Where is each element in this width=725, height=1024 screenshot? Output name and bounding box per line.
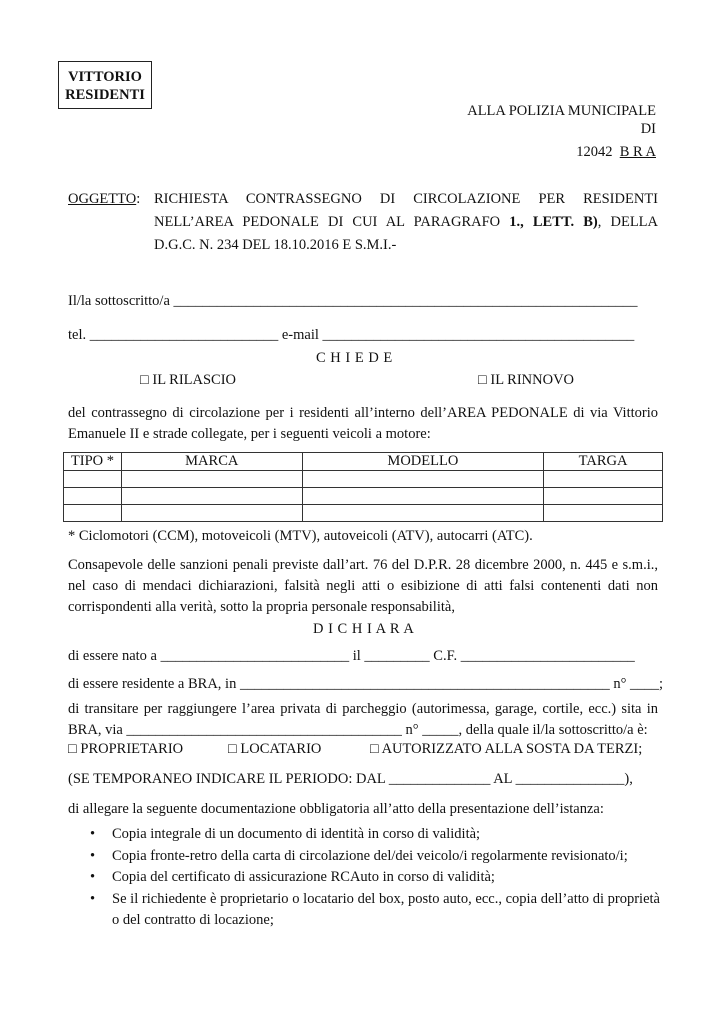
birth-field[interactable]: di essere nato a __________________________ il _________ C.F. ________________________: [68, 648, 635, 664]
bullet-icon: •: [90, 890, 96, 907]
bullet-icon: •: [90, 869, 96, 885]
consapevole-paragraph: Consapevole delle sanzioni penali previste dall’art. 76 del D.P.R. 28 dicembre 2000, n. 445 e s.m.i., nel caso di mendaci dichiarazioni, falsità negli atti o esibizione di atti falsi contenenti dati non corrispondenti alla verità, sotto la propria personale responsabilità,: [68, 557, 658, 615]
cell-modello[interactable]: [302, 505, 544, 522]
table-row: [64, 471, 663, 488]
vittorio-residenti-box: [58, 61, 152, 109]
intro-paragraph: del contrassegno di circolazione per i residenti all’interno dell’AREA PEDONALE di via Vittorio Emanuele II e strade collegate, per i seguenti veicoli a motore:: [68, 405, 658, 442]
col-marca: MARCA: [121, 453, 302, 471]
col-targa: TARGA: [544, 453, 663, 471]
recipient-line-1: ALLA POLIZIA MUNICIPALE: [467, 103, 656, 119]
list-item: [68, 846, 660, 868]
tel-email-field[interactable]: tel. __________________________ e-mail ___________________________________________: [68, 327, 635, 343]
residence-field[interactable]: di essere residente a BRA, in ___________________________________________________ n° ____;: [68, 676, 664, 692]
period-field[interactable]: (SE TEMPORANEO INDICARE IL PERIODO: DAL ______________ AL _______________),: [68, 771, 633, 787]
table-row: [64, 488, 663, 505]
box-line-2: RESIDENTI: [65, 87, 145, 103]
cell-tipo[interactable]: [64, 471, 122, 488]
proprietario-checkbox[interactable]: □ PROPRIETARIO: [68, 741, 184, 757]
list-item: [68, 867, 660, 889]
docs-intro: di allegare la seguente documentazione obbligatoria all’atto della presentazione dell’istanza:: [68, 801, 604, 817]
subject-colon: :: [136, 191, 141, 207]
vehicles-table: [63, 452, 663, 522]
locatario-checkbox[interactable]: □ LOCATARIO: [228, 741, 322, 757]
cell-modello[interactable]: [302, 488, 544, 505]
doc-item-text: Se il richiedente è proprietario o locatario del box, posto auto, ecc., copia dell’atto di proprietà o del contratto di locazione;: [112, 890, 660, 928]
vehicles-table-header: [64, 453, 663, 471]
cell-targa[interactable]: [544, 488, 663, 505]
recipient-cap: 12042: [576, 144, 613, 160]
list-item: [68, 889, 660, 932]
rilascio-checkbox[interactable]: □ IL RILASCIO: [140, 372, 237, 388]
recipient-city: [576, 144, 656, 161]
col-modello: MODELLO: [302, 453, 544, 471]
cell-tipo[interactable]: [64, 488, 122, 505]
subject-line-3: D.G.C. N. 234 DEL 18.10.2016 E S.M.I.-: [154, 237, 397, 253]
box-line-1: VITTORIO: [68, 69, 142, 85]
subject-line-2a: NELL’AREA PEDONALE DI CUI AL PARAGRAFO: [154, 214, 510, 230]
subject-label-wrap: [68, 188, 140, 211]
subject-line-2c: , DELLA: [597, 214, 658, 230]
autorizzato-checkbox[interactable]: □ AUTORIZZATO ALLA SOSTA DA TERZI;: [370, 741, 643, 757]
subject-label: OGGETTO: [68, 191, 137, 207]
signer-field[interactable]: Il/la sottoscritto/a ________________________________________________________________: [68, 293, 638, 309]
cell-marca[interactable]: [121, 471, 302, 488]
cell-targa[interactable]: [544, 471, 663, 488]
subject-line-1: RICHIESTA CONTRASSEGNO DI CIRCOLAZIONE PER RESIDENTI: [154, 191, 658, 207]
cell-marca[interactable]: [121, 505, 302, 522]
bullet-icon: •: [90, 826, 96, 842]
cell-targa[interactable]: [544, 505, 663, 522]
subject-line-2: [154, 211, 658, 234]
cell-tipo[interactable]: [64, 505, 122, 522]
bullet-icon: •: [90, 847, 96, 864]
vehicle-type-footnote: * Ciclomotori (CCM), motoveicoli (MTV), autoveicoli (ATV), autocarri (ATC).: [68, 528, 533, 544]
cell-marca[interactable]: [121, 488, 302, 505]
rinnovo-checkbox[interactable]: □ IL RINNOVO: [478, 372, 575, 388]
recipient-city-name: B R A: [619, 144, 656, 160]
doc-item-text: Copia del certificato di assicurazione RCAuto in corso di validità;: [112, 869, 495, 885]
list-item: [68, 824, 660, 846]
cell-modello[interactable]: [302, 471, 544, 488]
chiede-heading: C H I E D E: [316, 350, 393, 366]
table-row: [64, 505, 663, 522]
docs-list: [68, 824, 660, 932]
col-tipo: TIPO *: [64, 453, 122, 471]
dichiara-heading: D I C H I A R A: [313, 621, 415, 637]
recipient-line-2: DI: [640, 121, 656, 137]
doc-item-text: Copia fronte-retro della carta di circolazione del/dei veicolo/i regolarmente revisionato/i;: [112, 847, 628, 864]
doc-item-text: Copia integrale di un documento di identità in corso di validità;: [112, 826, 481, 842]
subject-paragraph-ref: 1., LETT. B): [509, 214, 598, 230]
transit-field[interactable]: di transitare per raggiungere l’area privata di parcheggio (autorimessa, garage, cortile, ecc.) sita in BRA, via ______________________________________ n° _____, della quale il/la sottoscritto/a è:: [68, 701, 658, 738]
